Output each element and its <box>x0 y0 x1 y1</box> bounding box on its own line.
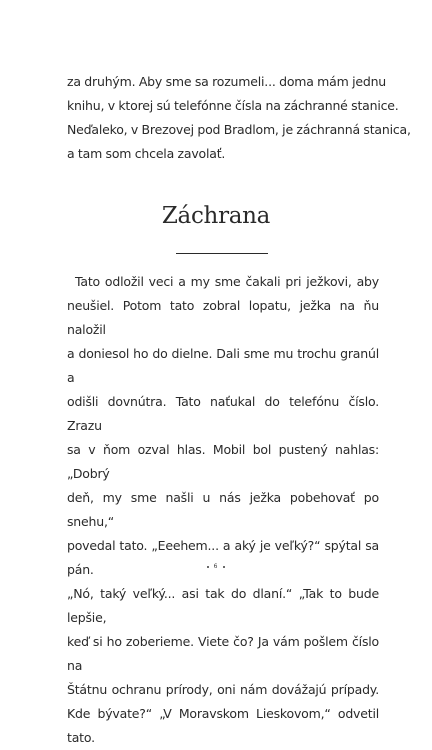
dot-ornament <box>207 566 209 568</box>
text-line: Tato odložil veci a my sme čakali pri ježkovi, aby <box>75 274 379 289</box>
text-line: a tam som chcela zavolať. <box>67 146 226 161</box>
paragraph-body <box>67 270 379 750</box>
text-line: sa v ňom ozval hlas. Mobil bol pustený nahlas: „Dobrý <box>67 442 379 481</box>
text-line: Neďaleko, v Brezovej pod Bradlom, je záchranná stanica, <box>67 122 411 137</box>
dot-ornament <box>223 566 225 568</box>
text-line: „Nó, taký veľký... asi tak do dlaní.“ „Tak to bude lepšie, <box>67 586 379 625</box>
text-line: Štátnu ochranu prírody, oni nám dovážajú prípady. <box>67 682 379 697</box>
text-line: knihu, v ktorej sú telefónne čísla na záchranné stanice. <box>67 98 399 113</box>
text-line: neušiel. Potom tato zobral lopatu, ježka na ňu naložil <box>67 298 379 337</box>
page-number <box>0 563 432 570</box>
text-line: deň, my sme našli u nás ježka pobehovať po snehu,“ <box>67 490 379 529</box>
section-title: Záchrana <box>161 203 271 229</box>
page-number-value: 6 <box>213 563 219 570</box>
text-line: za druhým. Aby sme sa rozumeli... doma mám jednu <box>67 74 387 89</box>
paragraph-continued <box>67 70 411 166</box>
text-line: keď si ho zoberieme. Viete čo? Ja vám pošlem číslo na <box>67 634 379 673</box>
text-line: Kde bývate?“ „V Moravskom Lieskovom,“ odvetil tato. <box>67 706 379 745</box>
text-line: povedal tato. „Eeehem... a aký je veľký?“ spýtal sa pán. <box>67 538 379 577</box>
text-line: odišli dovnútra. Tato naťukal do telefónu číslo. Zrazu <box>67 394 379 433</box>
title-divider <box>176 253 268 254</box>
text-line: a doniesol ho do dielne. Dali sme mu trochu granúl a <box>67 346 379 385</box>
